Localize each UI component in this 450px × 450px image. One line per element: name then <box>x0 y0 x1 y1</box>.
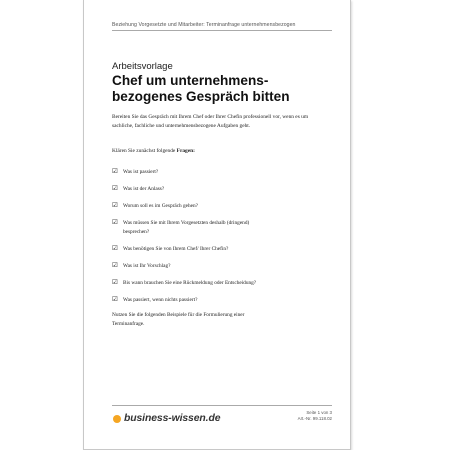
logo-text: business-wissen.de <box>124 413 221 424</box>
outro-paragraph: Nutzen Sie die folgenden Beispiele für die Formulierung einer Terminanfrage. <box>112 312 245 327</box>
header-divider <box>112 30 332 31</box>
article-number: Art.-Nr. 99.118.02 <box>297 416 332 421</box>
checkbox-icon: ☑ <box>112 219 118 226</box>
lead-text: Klären Sie zunächst folgende <box>112 148 177 154</box>
title-line-2: bezogenes Gespräch bitten <box>112 89 290 104</box>
checkbox-icon: ☑ <box>112 262 118 269</box>
checkbox-icon: ☑ <box>112 168 118 175</box>
document-kicker: Arbeitsvorlage <box>112 61 173 72</box>
checkbox-icon: ☑ <box>112 279 118 286</box>
footer-meta <box>260 410 332 422</box>
checkbox-icon: ☑ <box>112 296 118 303</box>
intro-paragraph: Bereiten Sie das Gespräch mit Ihrem Chef oder Ihrer Chefin professionell vor, wenn es um sachliche, fachliche und unternehmensbezogene Aufgaben geht. <box>112 114 309 129</box>
logo-dot-icon <box>113 415 121 423</box>
question-text: Was müssen Sie mit Ihrem Vorgesetzten deshalb (dringend) besprechen? <box>123 220 250 235</box>
questions-lead <box>112 148 195 154</box>
title-line-1: Chef um unternehmens- <box>112 73 269 88</box>
lead-bold: Fragen: <box>176 148 195 154</box>
footer-divider <box>112 405 332 406</box>
checkbox-icon: ☑ <box>112 202 118 209</box>
running-header: Beziehung Vorgesetzte und Mitarbeiter: Terminanfrage unternehmensbezogen <box>112 22 296 28</box>
question-text: Was ist Ihr Vorschlag? <box>123 263 171 269</box>
question-text: Was benötigen Sie von Ihrem Chef/ Ihrer Chefin? <box>123 246 229 252</box>
document-title <box>112 73 332 105</box>
question-text: Was passiert, wenn nichts passiert? <box>123 297 198 303</box>
question-text: Bis wann brauchen Sie eine Rückmeldung oder Entscheidung? <box>123 280 257 286</box>
question-text: Was ist der Anlass? <box>123 186 165 192</box>
checkbox-icon: ☑ <box>112 185 118 192</box>
business-wissen-logo <box>113 413 220 424</box>
document-page <box>83 0 351 450</box>
question-text: Was ist passiert? <box>123 169 159 175</box>
checkbox-icon: ☑ <box>112 245 118 252</box>
question-text: Worum soll es im Gespräch gehen? <box>123 203 199 209</box>
page-number: Seite 1 von 3 <box>306 410 332 415</box>
